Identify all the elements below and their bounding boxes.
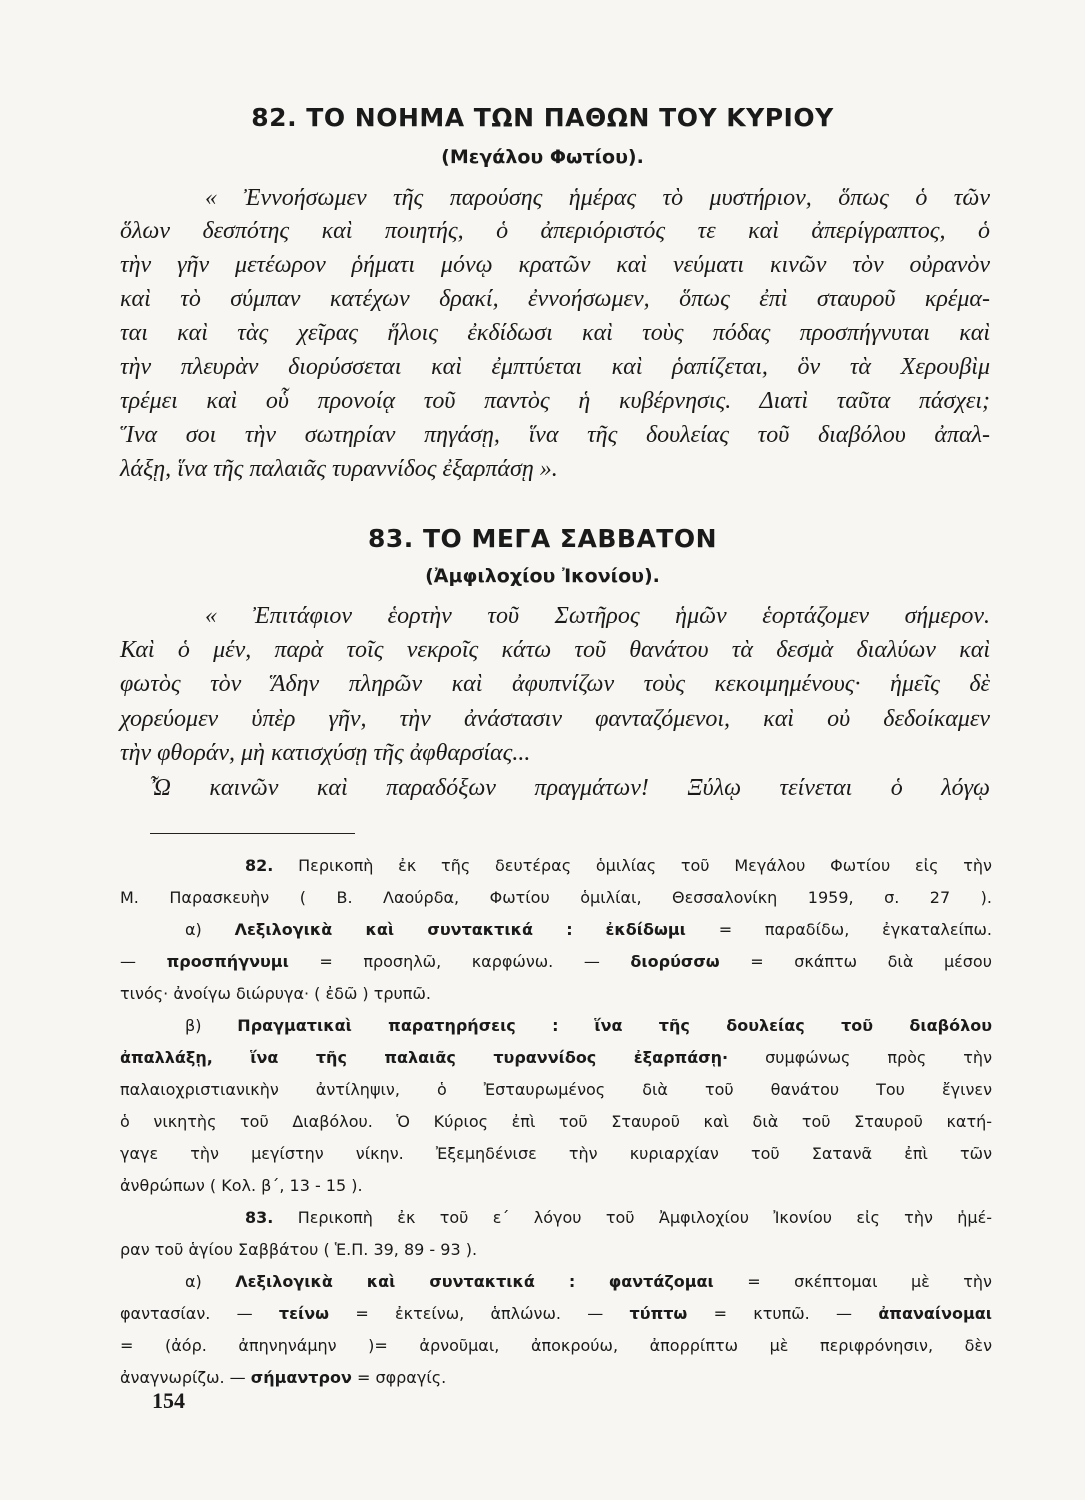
footnote-82-line: ἀπαλλάξῃ, ἵνα τῆς παλαιᾶς τυραννίδος ἐξαρπάσῃ· συμφώνως πρὸς τὴν (120, 1048, 993, 1067)
section-82-line: τὴν γῆν μετέωρον ῥήματι μόνῳ κρατῶν καὶ νεύματι κινῶν τὸν οὐρανὸν (120, 252, 990, 278)
footnote-82-line: γαγε τὴν μεγίστην νίκην. Ἐξεμηδένισε τὴν κυριαρχίαν τοῦ Σατανᾶ ἐπὶ τῶν (120, 1144, 992, 1163)
section-83-line: τὴν φθοράν, μὴ κατισχύσῃ τῆς ἀφθαρσίας... (120, 740, 531, 766)
footnote-82-line: — προσπήγνυμι = προσηλῶ, καρφώνω. — διορύσσω = σκάπτω διὰ μέσου (120, 952, 992, 971)
section-83-line: Καὶ ὁ μέν, παρὰ τοῖς νεκροῖς κάτω τοῦ θανάτου τὰ δεσμὰ διαλύων καὶ (120, 637, 990, 663)
section-83-line: χορεύομεν ὑπὲρ γῆν, τὴν ἀνάστασιν φανταζόμενοι, καὶ οὐ δεδοίκαμεν (120, 706, 990, 732)
footnote-82-line: παλαιοχριστιανικὴν ἀντίληψιν, ὁ Ἐσταυρωμένος διὰ τοῦ θανάτου Του ἔγινεν (120, 1080, 992, 1099)
footnote-83-line: 83. Περικοπὴ ἐκ τοῦ ε΄ λόγου τοῦ Ἀμφιλοχίου Ἰκονίου εἰς τὴν ἡμέ- (245, 1208, 992, 1227)
footnote-82-number: 82. (245, 856, 274, 875)
page-number: 154 (152, 1388, 185, 1413)
footnote-83-line: φαντασίαν. — τείνω = ἐκτείνω, ἁπλώνω. — τύπτω = κτυπῶ. — ἀπαναίνομαι (120, 1304, 992, 1323)
footnote-83-line: = (ἀόρ. ἀπηνηνάμην )= ἀρνοῦμαι, ἀποκρούω, ἀπορρίπτω μὲ περιφρόνησιν, δὲν (120, 1336, 992, 1355)
footnote-82-line: Μ. Παρασκευὴν ( Β. Λαούρδα, Φωτίου ὁμιλίαι, Θεσσαλονίκη 1959, σ. 27 ). (120, 888, 992, 907)
footnote-rule (150, 833, 355, 834)
section-82-line: ὅλων δεσπότης καὶ ποιητής, ὁ ἀπεριόριστός τε καὶ ἀπερίγραπτος, ὁ (120, 218, 990, 244)
section-82-line: τρέμει καὶ οὗ προνοίᾳ τοῦ παντὸς ἡ κυβέρνησις. Διατὶ ταῦτα πάσχει; (120, 388, 990, 414)
section-83-line: φωτὸς τὸν Ἅδην πληρῶν καὶ ἀφυπνίζων τοὺς κεκοιμημένους· ἡμεῖς δὲ (120, 671, 990, 697)
section-83-line: Ὦ καινῶν καὶ παραδόξων πραγμάτων! Ξύλῳ τείνεται ὁ λόγῳ (150, 775, 990, 801)
footnote-83-line: ἀναγνωρίζω. — σήμαντρον = σφραγίς. (120, 1368, 447, 1387)
footnote-82-line: ἀνθρώπων ( Κολ. β΄, 13 - 15 ). (120, 1176, 363, 1195)
section-82-title: 82. ΤΟ ΝΟΗΜΑ ΤΩΝ ΠΑΘΩΝ ΤΟΥ ΚΥΡΙΟΥ (251, 103, 834, 132)
section-82-line: Ἵνα σοι τὴν σωτηρίαν πηγάσῃ, ἵνα τῆς δουλείας τοῦ διαβόλου ἀπαλ- (120, 422, 990, 448)
section-82-line: καὶ τὸ σύμπαν κατέχων δρακί, ἐννοήσωμεν, ὅπως ἐπὶ σταυροῦ κρέμα- (120, 286, 990, 312)
footnote-83-line: α) Λεξιλογικὰ καὶ συντακτικά : φαντάζομαι = σκέπτομαι μὲ τὴν (185, 1272, 992, 1291)
footnote-83-number: 83. (245, 1208, 274, 1227)
section-82-line: λάξῃ, ἵνα τῆς παλαιᾶς τυραννίδος ἐξαρπάσῃ ». (120, 456, 558, 482)
section-83-title: 83. ΤΟ ΜΕΓΑ ΣΑΒΒΑΤΟΝ (367, 524, 718, 553)
footnote-82-line: α) Λεξιλογικὰ καὶ συντακτικά : ἐκδίδωμι = παραδίδω, ἐγκαταλείπω. (185, 920, 993, 939)
footnote-83-line: ραν τοῦ ἁγίου Σαββάτου ( Ἑ.Π. 39, 89 - 93 ). (120, 1240, 478, 1259)
section-83-line: « Ἐπιτάφιον ἑορτὴν τοῦ Σωτῆρος ἡμῶν ἑορτάζομεν σήμερον. (205, 603, 990, 629)
footnote-82-line: β) Πραγματικαὶ παρατηρήσεις : ἵνα τῆς δουλείας τοῦ διαβόλου (185, 1016, 992, 1035)
section-82-line: ται καὶ τὰς χεῖρας ἥλοις ἐκδίδωσι καὶ τοὺς πόδας προσπήγνυται καὶ (120, 320, 990, 346)
section-82-author: (Μεγάλου Φωτίου). (441, 146, 644, 168)
section-82-line: τὴν πλευρὰν διορύσσεται καὶ ἐμπτύεται καὶ ῥαπίζεται, ὃν τὰ Χερουβὶμ (120, 354, 990, 380)
section-83-author: (Ἀμφιλοχίου Ἰκονίου). (425, 565, 660, 587)
footnote-82-line: 82. Περικοπὴ ἐκ τῆς δευτέρας ὁμιλίας τοῦ Μεγάλου Φωτίου εἰς τὴν (245, 856, 992, 875)
section-82-line: « Ἐννοήσωμεν τῆς παρούσης ἡμέρας τὸ μυστήριον, ὅπως ὁ τῶν (205, 185, 990, 211)
footnote-82-line: τινός· ἀνοίγω διώρυγα· ( ἐδῶ ) τρυπῶ. (120, 984, 431, 1003)
footnote-82-line: ὁ νικητὴς τοῦ Διαβόλου. Ὁ Κύριος ἐπὶ τοῦ Σταυροῦ καὶ διὰ τοῦ Σταυροῦ κατή- (120, 1112, 992, 1131)
